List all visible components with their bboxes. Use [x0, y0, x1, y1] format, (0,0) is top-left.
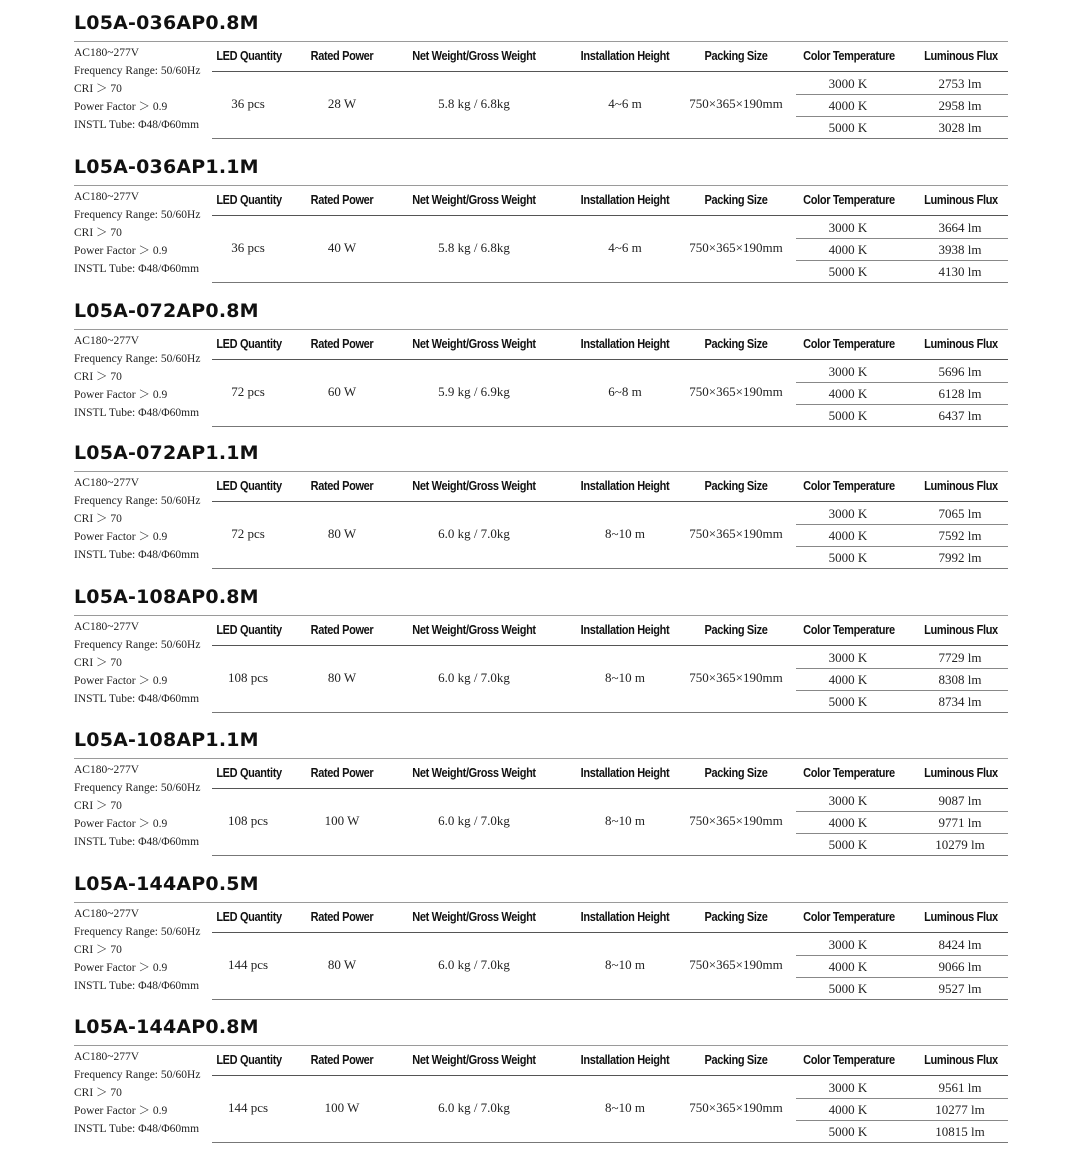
header-rated-power: Rated Power: [310, 49, 374, 63]
spec-frequency: Frequency Range: 50/60Hz: [74, 1069, 201, 1081]
spec-cri: CRI ＞ 70: [74, 657, 122, 669]
cct-value: 5000 K: [828, 550, 868, 565]
cct-value: 3000 K: [828, 220, 868, 235]
flux-value: 5696 lm: [938, 364, 982, 379]
table-row: [796, 525, 1008, 547]
rated-power-value: 80 W: [327, 526, 357, 541]
header-luminous-flux: Luminous Flux: [924, 193, 998, 207]
flux-value: 7992 lm: [938, 550, 982, 565]
spec-tube: INSTL Tube: Φ48/Φ60mm: [74, 980, 200, 992]
packing-size-value: 750×365×190mm: [689, 96, 783, 111]
install-height-value: 4~6 m: [608, 240, 642, 255]
table-row: [796, 934, 1008, 956]
title-divider: [74, 615, 1008, 616]
header-divider: [212, 71, 1008, 72]
spec-power-factor: Power Factor ＞ 0.9: [74, 245, 168, 257]
model-title: L05A-108AP1.1M: [74, 729, 259, 751]
title-divider: [74, 41, 1008, 42]
header-divider: [212, 932, 1008, 933]
header-install-height: Installation Height: [580, 479, 670, 493]
cct-value: 5000 K: [828, 1124, 868, 1139]
header-rated-power: Rated Power: [310, 623, 374, 637]
flux-value: 7065 lm: [938, 506, 982, 521]
packing-size-value: 750×365×190mm: [689, 384, 783, 399]
spec-tube: INSTL Tube: Φ48/Φ60mm: [74, 549, 200, 561]
led-quantity-value: 36 pcs: [231, 96, 265, 111]
cct-value: 4000 K: [828, 386, 868, 401]
install-height-value: 8~10 m: [605, 526, 645, 541]
cct-value: 5000 K: [828, 694, 868, 709]
electrical-specs: [74, 188, 214, 278]
led-quantity-value: 72 pcs: [231, 526, 265, 541]
cct-value: 3000 K: [828, 364, 868, 379]
flux-value: 9087 lm: [938, 793, 982, 808]
rated-power-value: 40 W: [327, 240, 357, 255]
electrical-specs: [74, 618, 214, 708]
spec-frequency: Frequency Range: 50/60Hz: [74, 639, 201, 651]
spec-frequency: Frequency Range: 50/60Hz: [74, 353, 201, 365]
spec-power-factor: Power Factor ＞ 0.9: [74, 101, 168, 113]
spec-power-factor: Power Factor ＞ 0.9: [74, 1105, 168, 1117]
header-rated-power: Rated Power: [310, 337, 374, 351]
header-packing-size: Packing Size: [704, 910, 768, 924]
header-rated-power: Rated Power: [310, 910, 374, 924]
rated-power-value: 28 W: [327, 96, 357, 111]
header-led-quantity: LED Quantity: [216, 479, 282, 493]
install-height-value: 8~10 m: [605, 670, 645, 685]
spec-tube: INSTL Tube: Φ48/Φ60mm: [74, 836, 200, 848]
table-row: [796, 503, 1008, 525]
rated-power-value: 100 W: [324, 813, 360, 828]
table-row: [796, 117, 1008, 139]
spec-voltage: AC180~277V: [74, 335, 140, 347]
product-block: [74, 14, 1008, 149]
header-packing-size: Packing Size: [704, 766, 768, 780]
spec-voltage: AC180~277V: [74, 477, 140, 489]
table-row: [796, 691, 1008, 713]
model-title: L05A-144AP0.8M: [74, 1016, 259, 1038]
product-block: [74, 1018, 1008, 1153]
spec-frequency: Frequency Range: 50/60Hz: [74, 65, 201, 77]
cct-value: 4000 K: [828, 672, 868, 687]
header-packing-size: Packing Size: [704, 623, 768, 637]
packing-size-value: 750×365×190mm: [689, 957, 783, 972]
spec-cri: CRI ＞ 70: [74, 227, 122, 239]
cct-value: 4000 K: [828, 815, 868, 830]
weight-value: 6.0 kg / 7.0kg: [438, 670, 510, 685]
weight-value: 6.0 kg / 7.0kg: [438, 526, 510, 541]
install-height-value: 6~8 m: [608, 384, 642, 399]
flux-value: 8308 lm: [938, 672, 982, 687]
flux-value: 9066 lm: [938, 959, 982, 974]
table-row: [796, 547, 1008, 569]
led-quantity-value: 108 pcs: [227, 670, 269, 685]
spec-cri: CRI ＞ 70: [74, 371, 122, 383]
spec-tube: INSTL Tube: Φ48/Φ60mm: [74, 407, 200, 419]
flux-value: 3664 lm: [938, 220, 982, 235]
product-block: [74, 875, 1008, 1010]
flux-value: 3028 lm: [938, 120, 982, 135]
flux-value: 6437 lm: [938, 408, 982, 423]
header-weight: Net Weight/Gross Weight: [412, 623, 536, 637]
header-led-quantity: LED Quantity: [216, 623, 282, 637]
model-title: L05A-072AP1.1M: [74, 442, 259, 464]
cct-value: 3000 K: [828, 937, 868, 952]
header-install-height: Installation Height: [580, 623, 670, 637]
title-divider: [74, 471, 1008, 472]
header-weight: Net Weight/Gross Weight: [412, 337, 536, 351]
header-led-quantity: LED Quantity: [216, 337, 282, 351]
header-divider: [212, 1075, 1008, 1076]
header-packing-size: Packing Size: [704, 49, 768, 63]
install-height-value: 8~10 m: [605, 813, 645, 828]
table-row: [796, 383, 1008, 405]
cct-value: 4000 K: [828, 98, 868, 113]
packing-size-value: 750×365×190mm: [689, 670, 783, 685]
rated-power-value: 100 W: [324, 1100, 360, 1115]
weight-value: 5.9 kg / 6.9kg: [438, 384, 510, 399]
header-packing-size: Packing Size: [704, 193, 768, 207]
spec-power-factor: Power Factor ＞ 0.9: [74, 531, 168, 543]
weight-value: 6.0 kg / 7.0kg: [438, 1100, 510, 1115]
header-color-temperature: Color Temperature: [803, 49, 895, 63]
cct-value: 5000 K: [828, 981, 868, 996]
header-luminous-flux: Luminous Flux: [924, 766, 998, 780]
header-divider: [212, 215, 1008, 216]
flux-value: 9527 lm: [938, 981, 982, 996]
product-block: [74, 302, 1008, 437]
header-weight: Net Weight/Gross Weight: [412, 766, 536, 780]
title-divider: [74, 758, 1008, 759]
cct-value: 5000 K: [828, 264, 868, 279]
header-divider: [212, 359, 1008, 360]
product-block: [74, 588, 1008, 723]
header-install-height: Installation Height: [580, 910, 670, 924]
header-rated-power: Rated Power: [310, 766, 374, 780]
table-row: [796, 812, 1008, 834]
header-color-temperature: Color Temperature: [803, 910, 895, 924]
packing-size-value: 750×365×190mm: [689, 1100, 783, 1115]
model-title: L05A-036AP0.8M: [74, 12, 259, 34]
header-luminous-flux: Luminous Flux: [924, 910, 998, 924]
header-weight: Net Weight/Gross Weight: [412, 1053, 536, 1067]
spec-cri: CRI ＞ 70: [74, 1087, 122, 1099]
header-led-quantity: LED Quantity: [216, 193, 282, 207]
header-color-temperature: Color Temperature: [803, 193, 895, 207]
header-luminous-flux: Luminous Flux: [924, 479, 998, 493]
electrical-specs: [74, 44, 214, 134]
table-row: [796, 95, 1008, 117]
title-divider: [74, 329, 1008, 330]
header-rated-power: Rated Power: [310, 1053, 374, 1067]
flux-value: 2958 lm: [938, 98, 982, 113]
rated-power-value: 60 W: [327, 384, 357, 399]
cct-value: 3000 K: [828, 793, 868, 808]
table-row: [796, 790, 1008, 812]
header-divider: [212, 645, 1008, 646]
cct-value: 5000 K: [828, 120, 868, 135]
spec-frequency: Frequency Range: 50/60Hz: [74, 926, 201, 938]
table-row: [796, 978, 1008, 1000]
weight-value: 6.0 kg / 7.0kg: [438, 957, 510, 972]
cct-value: 4000 K: [828, 959, 868, 974]
header-packing-size: Packing Size: [704, 479, 768, 493]
header-luminous-flux: Luminous Flux: [924, 49, 998, 63]
header-divider: [212, 501, 1008, 502]
spec-power-factor: Power Factor ＞ 0.9: [74, 962, 168, 974]
weight-value: 5.8 kg / 6.8kg: [438, 240, 510, 255]
flux-value: 6128 lm: [938, 386, 982, 401]
led-quantity-value: 72 pcs: [231, 384, 265, 399]
cct-value: 5000 K: [828, 408, 868, 423]
install-height-value: 4~6 m: [608, 96, 642, 111]
spec-voltage: AC180~277V: [74, 47, 140, 59]
header-color-temperature: Color Temperature: [803, 1053, 895, 1067]
packing-size-value: 750×365×190mm: [689, 526, 783, 541]
header-divider: [212, 788, 1008, 789]
cct-value: 5000 K: [828, 837, 868, 852]
header-install-height: Installation Height: [580, 337, 670, 351]
header-install-height: Installation Height: [580, 193, 670, 207]
spec-power-factor: Power Factor ＞ 0.9: [74, 818, 168, 830]
table-row: [796, 956, 1008, 978]
cct-value: 3000 K: [828, 76, 868, 91]
header-led-quantity: LED Quantity: [216, 49, 282, 63]
table-row: [796, 361, 1008, 383]
table-row: [796, 1099, 1008, 1121]
cct-value: 3000 K: [828, 1080, 868, 1095]
spec-voltage: AC180~277V: [74, 764, 140, 776]
install-height-value: 8~10 m: [605, 1100, 645, 1115]
table-row: [796, 405, 1008, 427]
led-quantity-value: 108 pcs: [227, 813, 269, 828]
flux-value: 9561 lm: [938, 1080, 982, 1095]
electrical-specs: [74, 905, 214, 995]
electrical-specs: [74, 1048, 214, 1138]
install-height-value: 8~10 m: [605, 957, 645, 972]
model-title: L05A-108AP0.8M: [74, 586, 259, 608]
header-packing-size: Packing Size: [704, 337, 768, 351]
spec-voltage: AC180~277V: [74, 908, 140, 920]
title-divider: [74, 185, 1008, 186]
flux-value: 7592 lm: [938, 528, 982, 543]
header-install-height: Installation Height: [580, 49, 670, 63]
table-row: [796, 1121, 1008, 1143]
cct-value: 4000 K: [828, 1102, 868, 1117]
table-row: [796, 669, 1008, 691]
flux-value: 8424 lm: [938, 937, 982, 952]
led-quantity-value: 36 pcs: [231, 240, 265, 255]
flux-value: 4130 lm: [938, 264, 982, 279]
spec-tube: INSTL Tube: Φ48/Φ60mm: [74, 119, 200, 131]
packing-size-value: 750×365×190mm: [689, 240, 783, 255]
spec-tube: INSTL Tube: Φ48/Φ60mm: [74, 693, 200, 705]
flux-value: 10815 lm: [935, 1124, 985, 1139]
spec-cri: CRI ＞ 70: [74, 800, 122, 812]
weight-value: 6.0 kg / 7.0kg: [438, 813, 510, 828]
table-row: [796, 261, 1008, 283]
spec-power-factor: Power Factor ＞ 0.9: [74, 389, 168, 401]
packing-size-value: 750×365×190mm: [689, 813, 783, 828]
header-weight: Net Weight/Gross Weight: [412, 479, 536, 493]
header-color-temperature: Color Temperature: [803, 337, 895, 351]
table-row: [796, 647, 1008, 669]
spec-tube: INSTL Tube: Φ48/Φ60mm: [74, 1123, 200, 1135]
table-row: [796, 1077, 1008, 1099]
spec-voltage: AC180~277V: [74, 1051, 140, 1063]
table-row: [796, 73, 1008, 95]
electrical-specs: [74, 761, 214, 851]
header-rated-power: Rated Power: [310, 479, 374, 493]
spec-frequency: Frequency Range: 50/60Hz: [74, 495, 201, 507]
led-quantity-value: 144 pcs: [227, 957, 269, 972]
rated-power-value: 80 W: [327, 957, 357, 972]
spec-frequency: Frequency Range: 50/60Hz: [74, 782, 201, 794]
header-install-height: Installation Height: [580, 766, 670, 780]
cct-value: 4000 K: [828, 528, 868, 543]
header-weight: Net Weight/Gross Weight: [412, 193, 536, 207]
title-divider: [74, 902, 1008, 903]
model-title: L05A-036AP1.1M: [74, 156, 259, 178]
spec-power-factor: Power Factor ＞ 0.9: [74, 675, 168, 687]
header-install-height: Installation Height: [580, 1053, 670, 1067]
flux-value: 3938 lm: [938, 242, 982, 257]
header-led-quantity: LED Quantity: [216, 766, 282, 780]
spec-cri: CRI ＞ 70: [74, 83, 122, 95]
model-title: L05A-072AP0.8M: [74, 300, 259, 322]
header-luminous-flux: Luminous Flux: [924, 1053, 998, 1067]
header-color-temperature: Color Temperature: [803, 479, 895, 493]
header-rated-power: Rated Power: [310, 193, 374, 207]
cct-value: 4000 K: [828, 242, 868, 257]
rated-power-value: 80 W: [327, 670, 357, 685]
spec-tube: INSTL Tube: Φ48/Φ60mm: [74, 263, 200, 275]
header-luminous-flux: Luminous Flux: [924, 623, 998, 637]
header-packing-size: Packing Size: [704, 1053, 768, 1067]
flux-value: 10279 lm: [935, 837, 985, 852]
table-row: [796, 834, 1008, 856]
flux-value: 9771 lm: [938, 815, 982, 830]
spec-voltage: AC180~277V: [74, 621, 140, 633]
spec-cri: CRI ＞ 70: [74, 513, 122, 525]
header-color-temperature: Color Temperature: [803, 766, 895, 780]
flux-value: 8734 lm: [938, 694, 982, 709]
product-block: [74, 158, 1008, 293]
table-row: [796, 217, 1008, 239]
spec-voltage: AC180~277V: [74, 191, 140, 203]
header-led-quantity: LED Quantity: [216, 910, 282, 924]
header-weight: Net Weight/Gross Weight: [412, 910, 536, 924]
model-title: L05A-144AP0.5M: [74, 873, 259, 895]
spec-cri: CRI ＞ 70: [74, 944, 122, 956]
header-color-temperature: Color Temperature: [803, 623, 895, 637]
spec-frequency: Frequency Range: 50/60Hz: [74, 209, 201, 221]
header-led-quantity: LED Quantity: [216, 1053, 282, 1067]
flux-value: 7729 lm: [938, 650, 982, 665]
led-quantity-value: 144 pcs: [227, 1100, 269, 1115]
title-divider: [74, 1045, 1008, 1046]
header-weight: Net Weight/Gross Weight: [412, 49, 536, 63]
cct-value: 3000 K: [828, 506, 868, 521]
electrical-specs: [74, 332, 214, 422]
header-luminous-flux: Luminous Flux: [924, 337, 998, 351]
electrical-specs: [74, 474, 214, 564]
product-block: [74, 731, 1008, 866]
flux-value: 10277 lm: [935, 1102, 985, 1117]
table-row: [796, 239, 1008, 261]
product-block: [74, 444, 1008, 579]
cct-value: 3000 K: [828, 650, 868, 665]
flux-value: 2753 lm: [938, 76, 982, 91]
weight-value: 5.8 kg / 6.8kg: [438, 96, 510, 111]
